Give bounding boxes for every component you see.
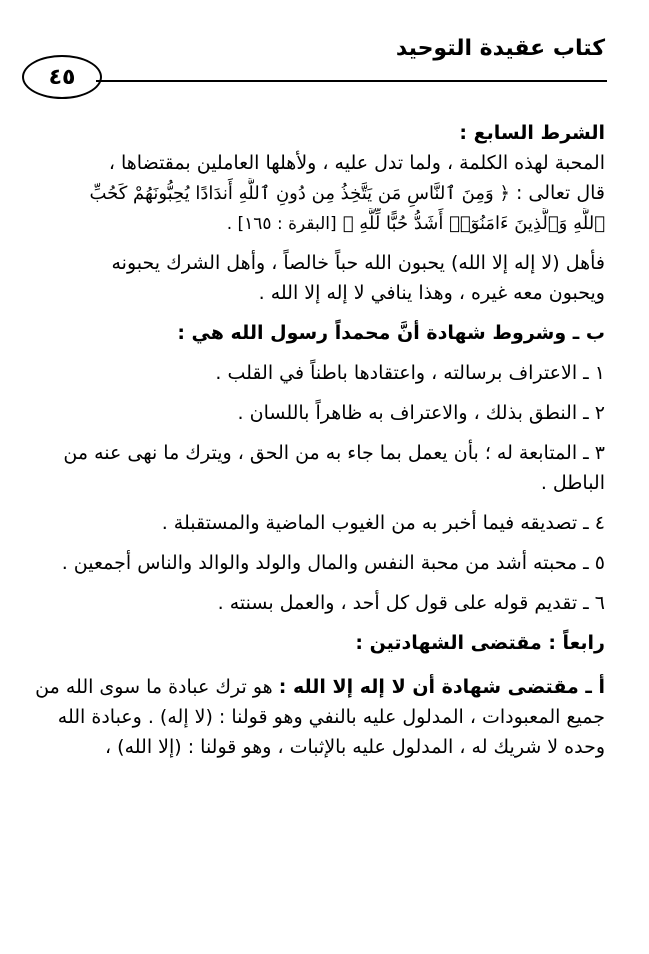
subsection-a-line — [28, 672, 605, 702]
list-item-continuation: الباطل . — [540, 472, 605, 494]
list-item: ١ ـ الاعتراف برسالته ، واعتقادها باطناً في القلب . — [215, 362, 605, 384]
book-title: كتاب عقيدة التوحيد — [395, 36, 605, 61]
list-item: ٦ ـ تقديم قوله على قول كل أحد ، والعمل بسنته . — [217, 592, 605, 614]
verse-reference: [البقرة : ١٦٥] . — [226, 214, 337, 234]
list-item: ٢ ـ النطق بذلك ، والاعتراف به ظاهراً باللسان . — [237, 402, 605, 424]
text-line: ويحبون معه غيره ، وهذا ينافي لا إله إلا الله . — [258, 282, 605, 304]
list-item: ٥ ـ محبته أشد من محبة النفس والمال والولد والوالد والناس أجمعين . — [61, 552, 605, 574]
page-header — [0, 0, 649, 110]
section-heading-fourth: رابعاً : مقتضى الشهادتين : — [355, 632, 605, 654]
text-line: جميع المعبودات ، المدلول عليه بالنفي وهو قولنا : (لا إله) . وعبادة الله — [57, 706, 605, 728]
page-body — [28, 118, 605, 762]
quran-verse-part-2: ٱللَّهِ وَٱلَّذِينَ ءَامَنُوٓا۟ أَشَدُّ حُبًّا لِّلَّهِ ﴾ — [342, 213, 605, 234]
subsection-a-text: هو ترك عبادة ما سوى الله من — [35, 676, 273, 698]
text-line: المحبة لهذه الكلمة ، ولما تدل عليه ، ولأهلها العاملين بمقتضاها ، — [108, 152, 605, 174]
list-item: ٤ ـ تصديقه فيما أخبر به من الغيوب الماضية والمستقبلة . — [161, 512, 605, 534]
header-rule — [96, 80, 607, 82]
page-number-oval — [22, 55, 102, 99]
page-number: ٤٥ — [48, 64, 76, 90]
list-item: ٣ ـ المتابعة له ؛ بأن يعمل بما جاء به من الحق ، ويترك ما نهى عنه من — [63, 442, 605, 464]
quran-verse-part-1: ﴿ وَمِنَ ٱلنَّاسِ مَن يَتَّخِذُ مِن دُونِ ٱللَّهِ أَندَادًا يُحِبُّونَهُمْ كَحُبِّ — [89, 183, 510, 204]
section-heading-condition-7: الشرط السابع : — [459, 122, 605, 144]
section-heading-conditions-b: ب ـ وشروط شهادة أنَّ محمداً رسول الله هي : — [177, 322, 605, 344]
subsection-a-heading: أ ـ مقتضى شهادة أن لا إله إلا الله : — [278, 676, 605, 698]
verse-line-2 — [28, 208, 605, 238]
text-line: وحده لا شريك له ، المدلول عليه بالإثبات ، وهو قولنا : (إلا الله) ، — [104, 736, 605, 758]
text-line: فأهل (لا إله إلا الله) يحبون الله حباً خالصاً ، وأهل الشرك يحبونه — [111, 252, 605, 274]
verse-intro: قال تعالى : — [515, 182, 605, 204]
verse-line-1 — [28, 178, 605, 208]
